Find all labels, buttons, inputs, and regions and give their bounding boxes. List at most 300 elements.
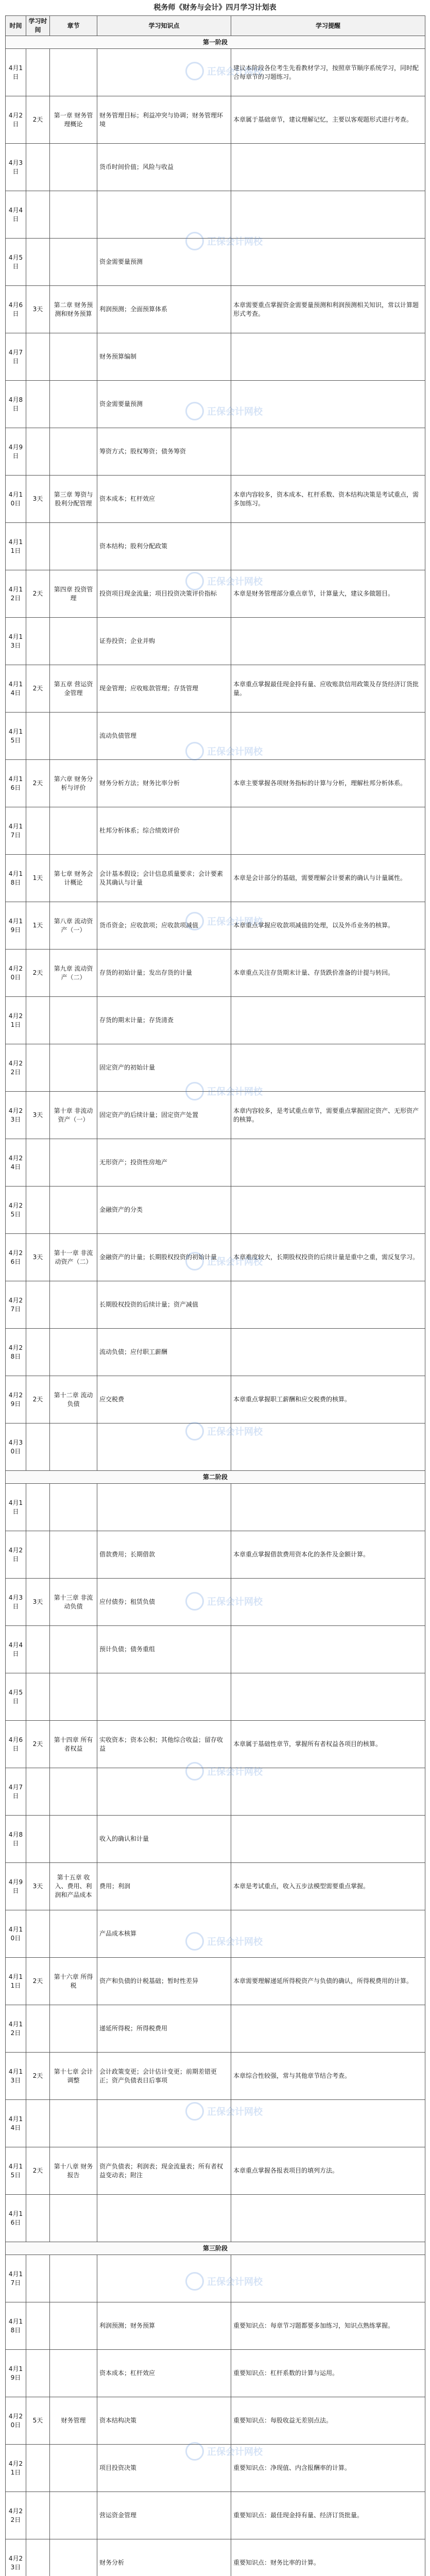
header-duration: 学习时间 <box>26 16 50 36</box>
topic-cell: 资本结构决策 <box>97 2397 231 2445</box>
section-title: 第三阶段 <box>6 2242 425 2255</box>
table-row <box>6 1092 425 1139</box>
reminder-cell: 本章需要理解递延所得税资产与负债的确认，所得税费用的计算。 <box>231 1958 425 2005</box>
date-cell: 4月19日 <box>6 2350 26 2397</box>
duration-cell: 2天 <box>26 950 50 997</box>
chapter-cell <box>50 2195 97 2242</box>
reminder-cell: 本章重点掌握职工薪酬和应交税费的核算。 <box>231 1376 425 1423</box>
watermark-text: 正保会计网校 <box>207 2447 263 2458</box>
duration-cell <box>26 144 50 191</box>
duration-cell <box>26 713 50 760</box>
table-row <box>6 570 425 618</box>
table-row <box>6 428 425 476</box>
duration-cell <box>26 2350 50 2397</box>
chapter-cell <box>50 997 97 1044</box>
duration-cell: 2天 <box>26 665 50 713</box>
table-row <box>6 1816 425 1863</box>
date-cell: 4月10日 <box>6 476 26 523</box>
chapter-cell <box>50 49 97 96</box>
section-header-row <box>6 1471 425 1484</box>
page-title: 税务师《财务与会计》四月学习计划表 <box>153 4 277 12</box>
date-cell: 4月12日 <box>6 570 26 618</box>
topic-cell <box>97 1768 231 1816</box>
table-row <box>6 1768 425 1816</box>
watermark-text: 正保会计网校 <box>207 747 263 757</box>
topic-cell <box>97 191 231 239</box>
chapter-cell <box>50 191 97 239</box>
date-cell: 4月6日 <box>6 1721 26 1768</box>
reminder-cell <box>231 1187 425 1234</box>
topic-cell <box>97 1484 231 1531</box>
topic-cell: 固定资产的后续计量；固定资产处置 <box>97 1092 231 1139</box>
duration-cell <box>26 1673 50 1721</box>
reminder-cell <box>231 2195 425 2242</box>
date-cell: 4月21日 <box>6 997 26 1044</box>
duration-cell: 3天 <box>26 476 50 523</box>
topic-cell <box>97 1423 231 1471</box>
chapter-cell <box>50 428 97 476</box>
duration-cell <box>26 1531 50 1579</box>
table-row <box>6 618 425 665</box>
topic-cell: 证券投资；企业并购 <box>97 618 231 665</box>
chapter-cell <box>50 381 97 428</box>
duration-cell <box>26 1044 50 1092</box>
chapter-cell: 第五章 营运资金管理 <box>50 665 97 713</box>
topic-cell: 产品成本核算 <box>97 1910 231 1958</box>
table-row <box>6 476 425 523</box>
duration-cell <box>26 381 50 428</box>
chapter-cell: 第十章 非流动资产（一） <box>50 1092 97 1139</box>
duration-cell <box>26 1139 50 1187</box>
section-header-row <box>6 36 425 49</box>
watermark-text: 正保会计网校 <box>207 917 263 927</box>
table-row <box>6 2445 425 2492</box>
duration-cell <box>26 1329 50 1376</box>
table-row <box>6 1281 425 1329</box>
chapter-cell: 第十三章 非流动负债 <box>50 1579 97 1626</box>
reminder-cell: 建议本阶段各位考生先看教材学习，按照章节顺序系统学习，同时配合每章节的习题练习。 <box>231 49 425 96</box>
reminder-cell <box>231 1910 425 1958</box>
reminder-cell: 重要知识点：最佳现金持有量、经济订货批量。 <box>231 2492 425 2539</box>
topic-cell: 财务管理目标；利益冲突与协调；财务管理环境 <box>97 96 231 144</box>
table-row <box>6 49 425 96</box>
table-row <box>6 1531 425 1579</box>
table-row <box>6 1423 425 1471</box>
table-row <box>6 760 425 807</box>
reminder-cell: 重要知识点：杠杆系数的计算与运用。 <box>231 2350 425 2397</box>
duration-cell <box>26 2100 50 2147</box>
chapter-cell <box>50 1626 97 1673</box>
date-cell: 4月4日 <box>6 1626 26 1673</box>
chapter-cell <box>50 1673 97 1721</box>
reminder-cell: 本章重点掌握应收款项减值的处理，以及外币业务的核算。 <box>231 902 425 950</box>
table-row <box>6 1484 425 1531</box>
duration-cell: 2天 <box>26 1376 50 1423</box>
table-row <box>6 1329 425 1376</box>
chapter-cell: 第十七章 会计调整 <box>50 2053 97 2100</box>
date-cell: 4月14日 <box>6 665 26 713</box>
chapter-cell: 财务管理 <box>50 2397 97 2445</box>
topic-cell: 会计政策变更；会计估计变更；前期差错更正；资产负债表日后事项 <box>97 2053 231 2100</box>
date-cell: 4月5日 <box>6 239 26 286</box>
topic-cell <box>97 49 231 96</box>
chapter-cell <box>50 2539 97 2576</box>
duration-cell <box>26 1626 50 1673</box>
reminder-cell: 本章属于基础章节，建议理解记忆，主要以客观题形式进行考查。 <box>231 96 425 144</box>
topic-cell: 金融资产的分类 <box>97 1187 231 1234</box>
duration-cell <box>26 2302 50 2350</box>
date-cell: 4月22日 <box>6 1044 26 1092</box>
reminder-cell <box>231 1816 425 1863</box>
chapter-cell <box>50 1281 97 1329</box>
table-row <box>6 381 425 428</box>
topic-cell: 长期股权投资的后续计量；资产减值 <box>97 1281 231 1329</box>
date-cell: 4月4日 <box>6 191 26 239</box>
chapter-cell <box>50 2445 97 2492</box>
topic-cell: 资金需要量预测 <box>97 239 231 286</box>
chapter-cell <box>50 523 97 570</box>
duration-cell: 1天 <box>26 902 50 950</box>
table-header-row <box>6 16 425 36</box>
date-cell: 4月23日 <box>6 2539 26 2576</box>
watermark-text: 正保会计网校 <box>207 2277 263 2287</box>
reminder-cell <box>231 381 425 428</box>
watermark-text: 正保会计网校 <box>207 1257 263 1267</box>
table-row <box>6 1673 425 1721</box>
date-cell: 4月11日 <box>6 1958 26 2005</box>
duration-cell: 2天 <box>26 1721 50 1768</box>
topic-cell: 金融资产的计量；长期股权投资的初始计量 <box>97 1234 231 1281</box>
table-row <box>6 855 425 902</box>
date-cell: 4月15日 <box>6 2147 26 2195</box>
chapter-cell <box>50 1139 97 1187</box>
table-row <box>6 1721 425 1768</box>
date-cell: 4月13日 <box>6 2053 26 2100</box>
duration-cell <box>26 1423 50 1471</box>
reminder-cell: 重要知识点：财务比率的计算。 <box>231 2539 425 2576</box>
date-cell: 4月6日 <box>6 286 26 333</box>
reminder-cell: 重要知识点：每股收益无差别点法。 <box>231 2397 425 2445</box>
date-cell: 4月18日 <box>6 2302 26 2350</box>
reminder-cell <box>231 1044 425 1092</box>
chapter-cell: 第四章 投资管理 <box>50 570 97 618</box>
topic-cell: 现金管理；应收账款管理；存货管理 <box>97 665 231 713</box>
date-cell: 4月19日 <box>6 902 26 950</box>
reminder-cell: 本章属于基础性章节，掌握所有者权益各项目的核算。 <box>231 1721 425 1768</box>
date-cell: 4月9日 <box>6 428 26 476</box>
date-cell: 4月23日 <box>6 1092 26 1139</box>
topic-cell: 存货的期末计量；存货清查 <box>97 997 231 1044</box>
chapter-cell: 第十六章 所得税 <box>50 1958 97 2005</box>
reminder-cell: 本章主要掌握各项财务指标的计算与分析，理解杜邦分析体系。 <box>231 760 425 807</box>
topic-cell: 流动负债；应付职工薪酬 <box>97 1329 231 1376</box>
watermark-text: 正保会计网校 <box>207 1087 263 1097</box>
chapter-cell <box>50 239 97 286</box>
reminder-cell <box>231 1626 425 1673</box>
duration-cell <box>26 2005 50 2053</box>
chapter-cell <box>50 2350 97 2397</box>
reminder-cell <box>231 1423 425 1471</box>
date-cell: 4月26日 <box>6 1234 26 1281</box>
duration-cell: 3天 <box>26 1863 50 1910</box>
table-row <box>6 286 425 333</box>
date-cell: 4月7日 <box>6 333 26 381</box>
date-cell: 4月1日 <box>6 1484 26 1531</box>
table-row <box>6 1910 425 1958</box>
topic-cell: 固定资产的初始计量 <box>97 1044 231 1092</box>
chapter-cell <box>50 1423 97 1471</box>
chapter-cell <box>50 713 97 760</box>
table-row <box>6 2492 425 2539</box>
chapter-cell <box>50 2492 97 2539</box>
date-cell: 4月3日 <box>6 144 26 191</box>
chapter-cell: 第八章 流动资产（一） <box>50 902 97 950</box>
duration-cell: 3天 <box>26 286 50 333</box>
date-cell: 4月25日 <box>6 1187 26 1234</box>
topic-cell: 存货的初始计量；发出存货的计量 <box>97 950 231 997</box>
duration-cell: 2天 <box>26 96 50 144</box>
topic-cell: 会计基本假设；会计信息质量要求；会计要素及其确认与计量 <box>97 855 231 902</box>
date-cell: 4月29日 <box>6 1376 26 1423</box>
topic-cell: 杜邦分析体系；综合绩效评价 <box>97 807 231 855</box>
study-plan-table <box>5 15 425 2576</box>
reminder-cell <box>231 807 425 855</box>
duration-cell <box>26 523 50 570</box>
reminder-cell <box>231 1673 425 1721</box>
reminder-cell <box>231 1281 425 1329</box>
date-cell: 4月16日 <box>6 2195 26 2242</box>
table-row <box>6 807 425 855</box>
topic-cell: 资产和负债的计税基础；暂时性差异 <box>97 1958 231 2005</box>
date-cell: 4月11日 <box>6 523 26 570</box>
chapter-cell <box>50 1484 97 1531</box>
date-cell: 4月13日 <box>6 618 26 665</box>
date-cell: 4月8日 <box>6 381 26 428</box>
duration-cell: 3天 <box>26 1234 50 1281</box>
reminder-cell: 重要知识点：净现值、内含报酬率的计算。 <box>231 2445 425 2492</box>
reminder-cell: 本章重点掌握借款费用资本化的条件及金额计算。 <box>231 1531 425 1579</box>
chapter-cell <box>50 618 97 665</box>
watermark-text: 正保会计网校 <box>207 1767 263 1777</box>
reminder-cell: 重要知识点：每章节习题都要多加练习，知识点熟练掌握。 <box>231 2302 425 2350</box>
duration-cell <box>26 2445 50 2492</box>
reminder-cell: 本章重点关注存货期末计量、存货跌价准备的计提与转回。 <box>231 950 425 997</box>
duration-cell <box>26 1816 50 1863</box>
date-cell: 4月16日 <box>6 760 26 807</box>
header-topic: 学习知识点 <box>97 16 231 36</box>
topic-cell: 费用；利润 <box>97 1863 231 1910</box>
topic-cell: 预计负债；债务重组 <box>97 1626 231 1673</box>
date-cell: 4月18日 <box>6 855 26 902</box>
date-cell: 4月21日 <box>6 2445 26 2492</box>
date-cell: 4月2日 <box>6 96 26 144</box>
table-row <box>6 665 425 713</box>
header-chapter: 章节 <box>50 16 97 36</box>
reminder-cell <box>231 618 425 665</box>
section-header-row <box>6 2242 425 2255</box>
section-title: 第一阶段 <box>6 36 425 49</box>
duration-cell: 1天 <box>26 855 50 902</box>
header-reminder: 学习提醒 <box>231 16 425 36</box>
table-row <box>6 1863 425 1910</box>
watermark-text: 正保会计网校 <box>207 577 263 587</box>
duration-cell: 5天 <box>26 2397 50 2445</box>
topic-cell: 应交税费 <box>97 1376 231 1423</box>
duration-cell: 2天 <box>26 2053 50 2100</box>
duration-cell: 2天 <box>26 760 50 807</box>
chapter-cell <box>50 2255 97 2302</box>
watermark-text: 正保会计网校 <box>207 1427 263 1437</box>
table-row <box>6 1187 425 1234</box>
reminder-cell <box>231 1329 425 1376</box>
date-cell: 4月20日 <box>6 2397 26 2445</box>
table-row <box>6 333 425 381</box>
chapter-cell <box>50 1329 97 1376</box>
topic-cell: 资本成本；杠杆效应 <box>97 476 231 523</box>
table-row <box>6 2350 425 2397</box>
reminder-cell: 本章是财务管理部分重点章节，计算量大，建议多做题目。 <box>231 570 425 618</box>
reminder-cell: 本章难度较大，长期股权投资的后续计量是重中之重，需反复学习。 <box>231 1234 425 1281</box>
date-cell: 4月8日 <box>6 1816 26 1863</box>
date-cell: 4月14日 <box>6 2100 26 2147</box>
table-row <box>6 1958 425 2005</box>
reminder-cell <box>231 1579 425 1626</box>
topic-cell: 流动负债管理 <box>97 713 231 760</box>
duration-cell <box>26 1281 50 1329</box>
reminder-cell <box>231 428 425 476</box>
topic-cell: 营运资金管理 <box>97 2492 231 2539</box>
chapter-cell <box>50 1768 97 1816</box>
chapter-cell <box>50 2100 97 2147</box>
duration-cell <box>26 2195 50 2242</box>
topic-cell: 筹资方式；股权筹资；债务筹资 <box>97 428 231 476</box>
reminder-cell: 本章需要重点掌握资金需要量预测和利润预测相关知识，常以计算题形式考查。 <box>231 286 425 333</box>
duration-cell: 2天 <box>26 2147 50 2195</box>
chapter-cell <box>50 2302 97 2350</box>
duration-cell <box>26 997 50 1044</box>
date-cell: 4月12日 <box>6 2005 26 2053</box>
table-row <box>6 96 425 144</box>
chapter-cell: 第十八章 财务报告 <box>50 2147 97 2195</box>
date-cell: 4月15日 <box>6 713 26 760</box>
table-row <box>6 902 425 950</box>
table-row <box>6 997 425 1044</box>
topic-cell <box>97 2255 231 2302</box>
topic-cell: 借款费用；长期借款 <box>97 1531 231 1579</box>
duration-cell <box>26 1910 50 1958</box>
table-row <box>6 2005 425 2053</box>
topic-cell: 货币时间价值；风险与收益 <box>97 144 231 191</box>
date-cell: 4月2日 <box>6 1531 26 1579</box>
duration-cell <box>26 2539 50 2576</box>
chapter-cell: 第十四章 所有者权益 <box>50 1721 97 1768</box>
table-row <box>6 2302 425 2350</box>
reminder-cell <box>231 713 425 760</box>
topic-cell: 资金需要量预测 <box>97 381 231 428</box>
reminder-cell <box>231 1768 425 1816</box>
chapter-cell: 第十二章 流动负债 <box>50 1376 97 1423</box>
chapter-cell: 第十一章 非流动资产（二） <box>50 1234 97 1281</box>
topic-cell: 应付债券；租赁负债 <box>97 1579 231 1626</box>
table-row <box>6 1376 425 1423</box>
topic-cell <box>97 1673 231 1721</box>
duration-cell: 2天 <box>26 570 50 618</box>
reminder-cell <box>231 191 425 239</box>
table-row <box>6 523 425 570</box>
date-cell: 4月5日 <box>6 1673 26 1721</box>
topic-cell: 收入的确认和计量 <box>97 1816 231 1863</box>
duration-cell <box>26 333 50 381</box>
duration-cell <box>26 1484 50 1531</box>
date-cell: 4月1日 <box>6 49 26 96</box>
chapter-cell <box>50 1910 97 1958</box>
date-cell: 4月10日 <box>6 1910 26 1958</box>
chapter-cell: 第十五章 收入、费用、利润和产品成本 <box>50 1863 97 1910</box>
table-row <box>6 2147 425 2195</box>
table-row <box>6 1139 425 1187</box>
table-row <box>6 1626 425 1673</box>
chapter-cell <box>50 1044 97 1092</box>
header-date: 时间 <box>6 16 26 36</box>
table-row <box>6 2195 425 2242</box>
date-cell: 4月9日 <box>6 1863 26 1910</box>
reminder-cell <box>231 1139 425 1187</box>
table-row <box>6 950 425 997</box>
date-cell: 4月17日 <box>6 807 26 855</box>
topic-cell: 资产负债表；利润表；现金流量表；所有者权益变动表；附注 <box>97 2147 231 2195</box>
chapter-cell <box>50 1816 97 1863</box>
reminder-cell <box>231 523 425 570</box>
duration-cell <box>26 2255 50 2302</box>
table-row <box>6 1044 425 1092</box>
reminder-cell: 本章重点掌握最佳现金持有量、应收账款信用政策及存货经济订货批量。 <box>231 665 425 713</box>
chapter-cell: 第六章 财务分析与评价 <box>50 760 97 807</box>
reminder-cell <box>231 333 425 381</box>
table-row <box>6 1234 425 1281</box>
chapter-cell <box>50 807 97 855</box>
table-row <box>6 2255 425 2302</box>
topic-cell: 项目投资决策 <box>97 2445 231 2492</box>
topic-cell: 货币资金；应收款项；应收款项减值 <box>97 902 231 950</box>
table-row <box>6 2397 425 2445</box>
date-cell: 4月22日 <box>6 2492 26 2539</box>
duration-cell: 3天 <box>26 1579 50 1626</box>
table-row <box>6 191 425 239</box>
duration-cell <box>26 239 50 286</box>
table-row <box>6 144 425 191</box>
duration-cell <box>26 49 50 96</box>
date-cell: 4月20日 <box>6 950 26 997</box>
watermark-text: 正保会计网校 <box>207 236 263 247</box>
topic-cell: 财务分析 <box>97 2539 231 2576</box>
duration-cell <box>26 2492 50 2539</box>
topic-cell: 利润预测；全面预算体系 <box>97 286 231 333</box>
reminder-cell: 本章内容较多，资本成本、杠杆系数、资本结构决策是考试重点，需多加练习。 <box>231 476 425 523</box>
duration-cell <box>26 618 50 665</box>
reminder-cell <box>231 144 425 191</box>
date-cell: 4月27日 <box>6 1281 26 1329</box>
table-body <box>6 36 425 2576</box>
duration-cell <box>26 191 50 239</box>
watermark-text: 正保会计网校 <box>207 1597 263 1607</box>
topic-cell: 财务分析方法；财务比率分析 <box>97 760 231 807</box>
section-title: 第二阶段 <box>6 1471 425 1484</box>
chapter-cell <box>50 1531 97 1579</box>
table-row <box>6 2053 425 2100</box>
chapter-cell: 第三章 筹资与股利分配管理 <box>50 476 97 523</box>
watermark-text: 正保会计网校 <box>207 1937 263 1947</box>
table-row <box>6 239 425 286</box>
